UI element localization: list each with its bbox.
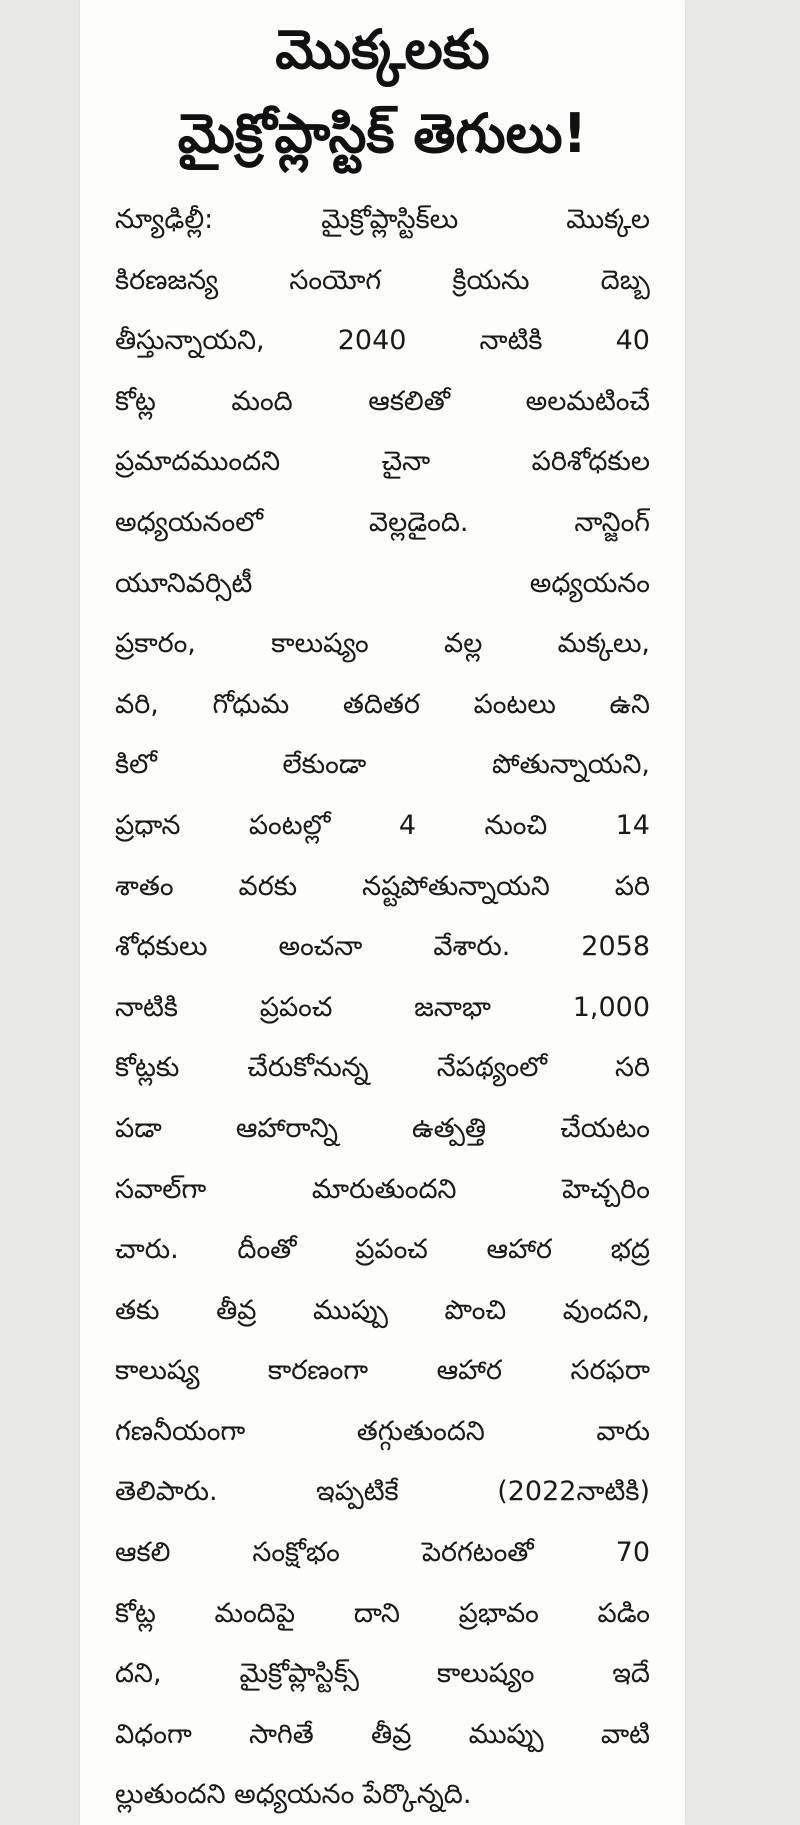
- article-line: విధంగా సాగితే తీవ్ర ముప్పు వాటి: [115, 1718, 650, 1750]
- article-line: గణనీయంగా తగ్గుతుందని వారు: [115, 1415, 650, 1447]
- article-line: ల్లుతుందని అధ్యయనం పేర్కొన్నది.: [115, 1779, 472, 1811]
- article-line: తెలిపారు. ఇప్పటికే (2022నాటికి): [115, 1476, 650, 1508]
- article-line: కిరణజన్య సంయోగ క్రియను దెబ్బ: [115, 264, 650, 296]
- article-line: ప్రకారం, కాలుష్యం వల్ల మక్కలు,: [115, 628, 650, 660]
- article-line: ప్రధాన పంటల్లో 4 నుంచి 14: [115, 809, 650, 841]
- article-line: శాతం వరకు నష్టపోతున్నాయని పరి: [115, 870, 650, 902]
- headline-line-1: మొక్కలకు: [275, 18, 490, 81]
- article-line: తీస్తున్నాయని, 2040 నాటికి 40: [115, 325, 650, 357]
- article-line: శోధకులు అంచనా వేశారు. 2058: [115, 931, 650, 963]
- article-line: కాలుష్య కారణంగా ఆహార సరఫరా: [115, 1355, 650, 1387]
- article-line: ఆకలి సంక్షోభం పెరగటంతో 70: [115, 1537, 650, 1569]
- article-line: కిలో లేకుండా పోతున్నాయని,: [115, 749, 650, 781]
- article-line: ప్రమాదముందని చైనా పరిశోధకుల: [115, 446, 650, 478]
- article-line: దని, మైక్రోప్లాస్టిక్స్ కాలుష్యం ఇదే: [115, 1658, 650, 1690]
- article-line: కోట్లకు చేరుకోనున్న నేపథ్యంలో సరి: [115, 1052, 650, 1084]
- headline-line-2: మైక్రోప్లాస్టిక్ తెగులు!: [177, 102, 588, 165]
- newspaper-clipping: [80, 0, 685, 1825]
- article-line: అధ్యయనంలో వెల్లడైంది. నాన్జింగ్: [115, 506, 650, 538]
- article-line: న్యూఢిల్లీ: మైక్రోప్లాస్టిక్‌లు మొక్కల: [115, 204, 650, 235]
- article-line: కోట్ల మంది ఆకలితో అలమటించే: [115, 385, 650, 417]
- article-line: సవాల్‌గా మారుతుందని హెచ్చరిం: [115, 1173, 650, 1205]
- article-line: యూనివర్సిటీ అధ్యయనం: [115, 567, 650, 599]
- article-line: చారు. దీంతో ప్రపంచ ఆహార భద్ర: [115, 1234, 650, 1266]
- article-line: నాటికి ప్రపంచ జనాభా 1,000: [115, 991, 650, 1023]
- article-line: వరి, గోధుమ తదితర పంటలు ఉని: [115, 688, 650, 720]
- article-line: తకు తీవ్ర ముప్పు పొంచి వుందని,: [115, 1294, 650, 1326]
- article-body: [115, 190, 650, 1825]
- article-line: కోట్ల మందిపై దాని ప్రభావం పడిం: [115, 1597, 650, 1629]
- article-line: పడా ఆహారాన్ని ఉత్పత్తి చేయటం: [115, 1112, 650, 1144]
- article-headline: [80, 8, 685, 176]
